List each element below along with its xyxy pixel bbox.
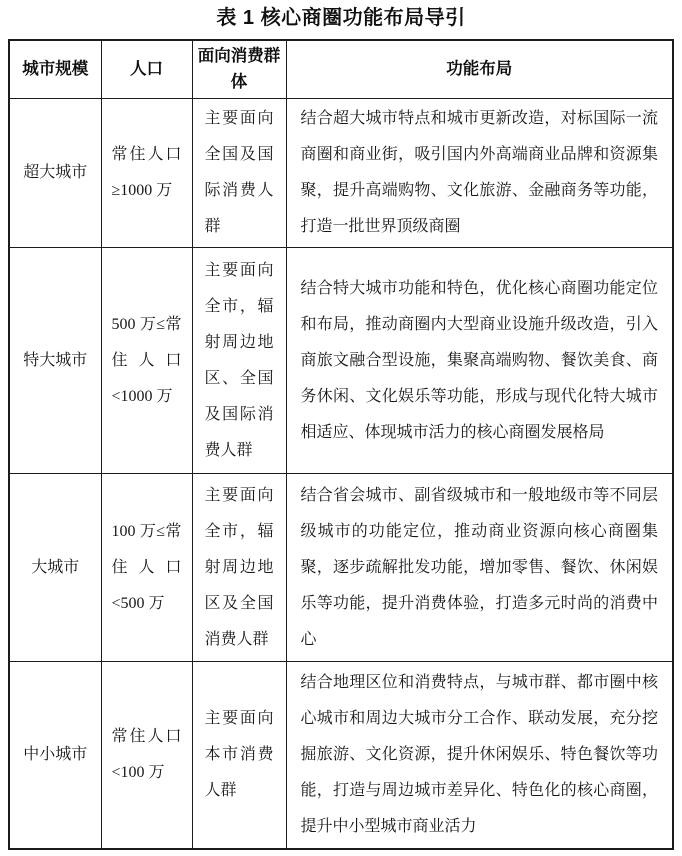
cell-function-layout: 结合特大城市功能和特色，优化核心商圈功能定位和布局，推动商圈内大型商业设施升级改造，引入商旅文融合型设施，集聚高端购物、餐饮美食、商务休闲、文化娱乐等功能，形成与现代化特大城市相适应、体现城市活力的核心商圈发展格局	[286, 248, 673, 474]
cell-population: 100 万≤常住人口<500 万	[101, 474, 192, 662]
table-row	[9, 248, 673, 474]
cell-population: 常住人口<100 万	[101, 662, 192, 849]
cell-function-layout: 结合省会城市、副省级城市和一般地级市等不同层级城市的功能定位，推动商业资源向核心商圈集聚，逐步疏解批发功能，增加零售、餐饮、休闲娱乐等功能，提升消费体验，打造多元时尚的消费中心	[286, 474, 673, 662]
cell-population: 常住人口≥1000 万	[101, 99, 192, 248]
core-business-district-table	[8, 39, 674, 850]
table-title: 表 1 核心商圈功能布局导引	[216, 7, 466, 29]
table-row	[9, 474, 673, 662]
cell-consumer-group: 主要面向全市，辐射周边地区、全国及国际消费人群	[192, 248, 286, 474]
cell-consumer-group: 主要面向全市，辐射周边地区及全国消费人群	[192, 474, 286, 662]
table-row	[9, 662, 673, 849]
cell-population: 500 万≤常住人口<1000 万	[101, 248, 192, 474]
table-row	[9, 99, 673, 248]
cell-consumer-group: 主要面向本市消费人群	[192, 662, 286, 849]
cell-city-scale: 超大城市	[9, 99, 101, 248]
cell-function-layout: 结合超大城市特点和城市更新改造，对标国际一流商圈和商业街，吸引国内外高端商业品牌和资源集聚，提升高端购物、文化旅游、金融商务等功能，打造一批世界顶级商圈	[286, 99, 673, 248]
cell-city-scale: 大城市	[9, 474, 101, 662]
cell-city-scale: 中小城市	[9, 662, 101, 849]
header-population: 人口	[101, 40, 192, 99]
header-city-scale: 城市规模	[9, 40, 101, 99]
cell-city-scale: 特大城市	[9, 248, 101, 474]
cell-function-layout: 结合地理区位和消费特点，与城市群、都市圈中核心城市和周边大城市分工合作、联动发展，充分挖掘旅游、文化资源，提升休闲娱乐、特色餐饮等功能，打造与周边城市差异化、特色化的核心商圈，提升中小型城市商业活力	[286, 662, 673, 849]
header-consumer-group: 面向消费群体	[192, 40, 286, 99]
cell-consumer-group: 主要面向全国及国际消费人群	[192, 99, 286, 248]
header-function-layout: 功能布局	[286, 40, 673, 99]
header-row	[9, 40, 673, 99]
